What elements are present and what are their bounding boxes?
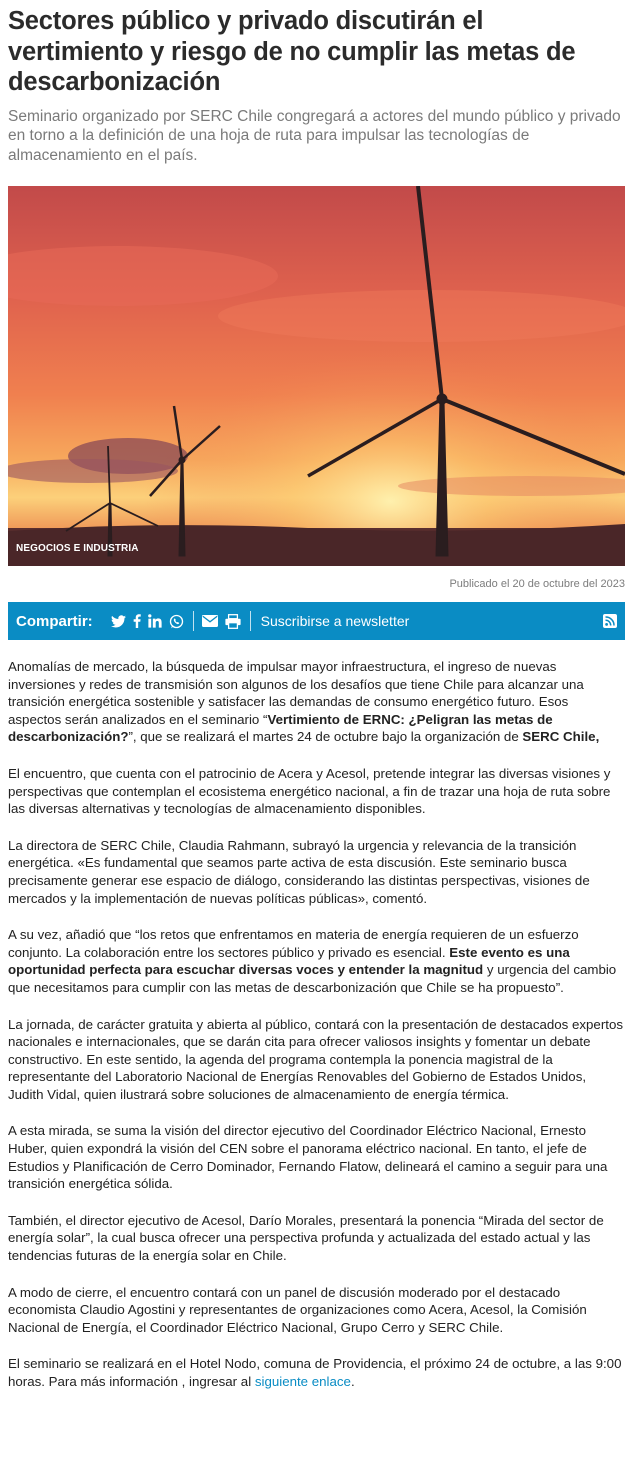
paragraph: El encuentro, que cuenta con el patrocinio de Acera y Acesol, pretende integrar las diversas visiones y perspectivas que contemplan el ecosistema energético nacional, a fin de trazar una hoja de ruta sobre las diversas alternativas y tecnologías de almacenamiento disponibles. xyxy=(8,765,611,817)
paragraph xyxy=(8,926,625,996)
twitter-icon[interactable] xyxy=(111,611,126,631)
paragraph: A esta mirada, se suma la visión del director ejecutivo del Coordinador Eléctrico Nacional, Ernesto Huber, quien expondrá la visión del CEN sobre el panorama eléctrico nacional. En tanto, el jefe de Estudios y Planificación de Cerro Dominador, Fernando Flatow, delineará el camino a seguir para una transición energética sólida. xyxy=(8,1123,608,1192)
paragraph-text: ”, que se realizará el martes 24 de octubre bajo la organización de xyxy=(128,729,523,745)
paragraph: A modo de cierre, el encuentro contará con un panel de discusión moderado por el destacado economista Claudio Agostini y representantes de organizaciones como Acera, Acesol, la Comisión Nacional de Energía, el Coordinador Eléctrico Nacional, Grupo Cerro y SERC Chile. xyxy=(8,1284,587,1335)
share-divider xyxy=(193,611,194,631)
quote-bold: Este evento es una oportunidad perfecta para escuchar diversas voces y entender la magnitud xyxy=(8,944,570,978)
organizer-bold: SERC Chile, xyxy=(522,729,600,745)
rss-icon[interactable] xyxy=(603,614,617,628)
article-title: Sectores público y privado discutirán el vertimiento y riesgo de no cumplir las metas de descarbonización xyxy=(8,7,576,96)
paragraph xyxy=(8,1355,625,1390)
newsletter-divider xyxy=(250,611,251,631)
share-label: Compartir: xyxy=(16,612,93,630)
more-info-link[interactable]: siguiente enlace xyxy=(254,1374,351,1389)
newsletter-link[interactable]: Suscribirse a newsletter xyxy=(260,613,410,629)
paragraph xyxy=(8,658,625,746)
seminar-title-bold: Vertimiento de ERNC: ¿Peligran las metas de descarbonización? xyxy=(8,711,553,745)
article-body xyxy=(8,658,625,1391)
article xyxy=(8,0,625,1410)
category-tag[interactable]: NEGOCIOS E INDUSTRIA xyxy=(16,543,139,554)
email-icon[interactable] xyxy=(202,611,218,631)
facebook-icon[interactable] xyxy=(133,611,141,631)
paragraph-text: A su vez, añadió que “los retos que enfrentamos en materia de energía requieren de un esfuerzo conjunto. La colaboración entre los sectores público y privado es esencial. xyxy=(8,927,579,960)
hero-image xyxy=(8,186,625,566)
publish-date: Publicado el 20 de octubre del 2023 xyxy=(449,578,625,590)
article-subtitle: Seminario organizado por SERC Chile congregará a actores del mundo público y privado en torno a la definición de una hoja de ruta para impulsar las tecnologías de almacenamiento en el país. xyxy=(8,107,621,164)
paragraph: La directora de SERC Chile, Claudia Rahmann, subrayó la urgencia y relevancia de la transición energética. «Es fundamental que seamos parte activa de esta discusión. Este seminario busca precisamente generar ese espacio de diálogo, considerando las distintas perspectivas, visiones de mercados y la implementación de nuevas políticas públicas», comentó. xyxy=(8,837,590,906)
paragraph-text: . xyxy=(350,1374,355,1389)
paragraph-text: Anomalías de mercado, la búsqueda de impulsar mayor infraestructura, el ingreso de nuevas inversiones y redes de transmisión son algunos de los desafíos que tiene Chile para alcanzar una transición energética sostenible y satisfacer las demandas de consumo energético futuro. Esos aspectos serán analizados en el seminario “ xyxy=(8,659,584,727)
paragraph-text: y urgencia del cambio que necesitamos para cumplir con las metas de descarbonización que Chile se ha propuesto”. xyxy=(8,962,617,995)
paragraph-text: El seminario se realizará en el Hotel Nodo, comuna de Providencia, el próximo 24 de octubre, a las 9:00 horas. Para más información , ingresar al xyxy=(8,1356,622,1389)
whatsapp-icon[interactable] xyxy=(169,611,184,631)
paragraph: También, el director ejecutivo de Acesol, Darío Morales, presentará la ponencia “Mirada del sector de energía solar”, la cual busca ofrecer una perspectiva profunda y actualizada del estado actual y las tendencias futuras de la energía solar en Chile. xyxy=(8,1212,604,1264)
print-icon[interactable] xyxy=(225,611,241,631)
share-icons xyxy=(111,611,191,631)
share-bar xyxy=(8,602,625,640)
wind-turbines-sunset-image xyxy=(8,186,625,566)
linkedin-icon[interactable] xyxy=(148,611,162,631)
paragraph: La jornada, de carácter gratuita y abierta al público, contará con la presentación de destacados expertos nacionales e internacionales, que se darán cita para ofrecer valiosos insights y fomentar un debate constructivo. En este sentido, la agenda del programa contempla la ponencia magistral de la representante del Laboratorio Nacional de Energías Renovables del Gobierno de Estados Unidos, Judith Vidal, quien ilustrará sobre soluciones de almacenamiento de energía térmica. xyxy=(8,1016,623,1102)
